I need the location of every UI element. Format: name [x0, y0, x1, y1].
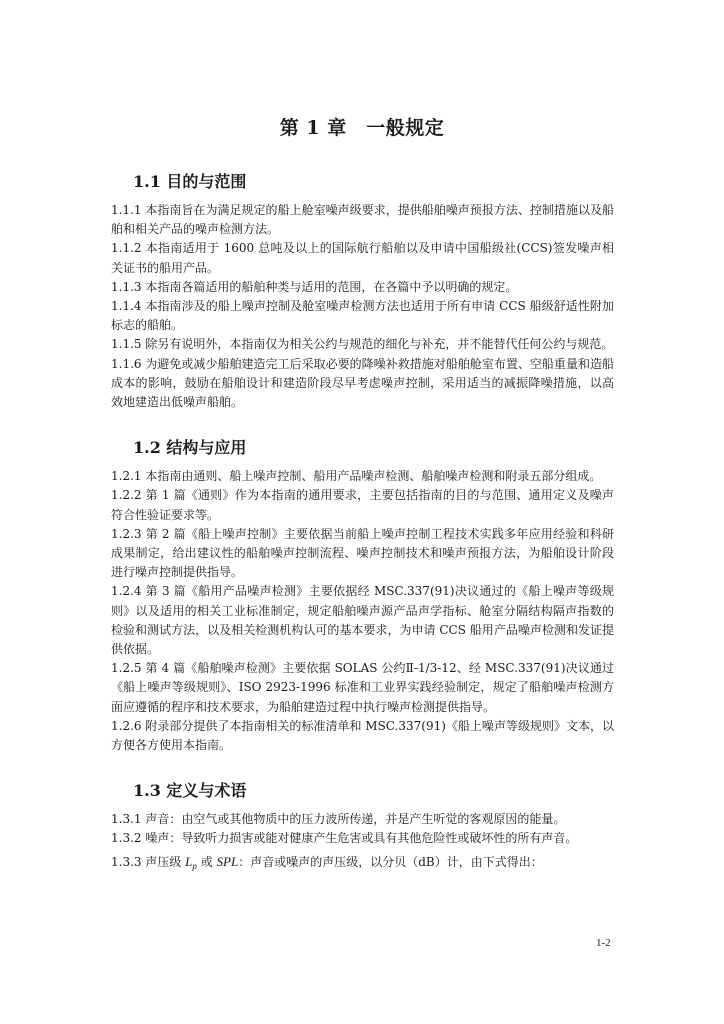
section-purpose-scope — [111, 170, 614, 412]
paragraph-1-2-5: 1.2.5 第 4 篇《船舶噪声检测》主要依据 SOLAS 公约Ⅱ-1/3-12、经 MSC.337(91)决议通过《船上噪声等级规则》、ISO 2923-1996 标准和工业界实践经验制定，规定了船舶噪声检测方面应遵循的程序和技术要求，为船舶建造过程中执行噪声检测提供指导。 — [111, 661, 614, 714]
page-number: 1-2 — [596, 937, 611, 949]
paragraph-1-2-6: 1.2.6 附录部分提供了本指南相关的标准清单和 MSC.337(91)《船上噪声等级规则》文本，以方便各方使用本指南。 — [111, 718, 614, 753]
section-definitions-terms — [111, 779, 614, 876]
symbol-subscript-p: p — [192, 860, 197, 871]
formula-suffix: ：声音或噪声的声压级，以分贝（dB）计，由下式得出： — [238, 854, 543, 869]
paragraph-1-1-1: 1.1.1 本指南旨在为满足规定的船上舱室噪声级要求，提供船舶噪声预报方法、控制措施以及船舶和相关产品的噪声检测方法。 — [111, 203, 614, 237]
paragraph-1-2-1: 1.2.1 本指南由通则、船上噪声控制、船用产品噪声检测、船舶噪声检测和附录五部分组成。 — [111, 469, 602, 484]
paragraph-1-1-5: 1.1.5 除另有说明外，本指南仅为相关公约与规范的细化与补充，并不能替代任何公约与规范。 — [111, 337, 614, 352]
section-heading: 1.1 目的与范围 — [133, 172, 247, 191]
formula-middle: 或 — [196, 854, 217, 869]
paragraph-1-2-4: 1.2.4 第 3 篇《船用产品噪声检测》主要依据经 MSC.337(91)决议通过的《船上噪声等级规则》以及适用的相关工业标准制定，规定船舶噪声源产品声学指标、舱室分隔结构隔声指数的检验和测试方法，以及相关检测机构认可的基本要求，为申请 CCS 船用产品噪声检测和发证提供依据。 — [111, 584, 614, 657]
section-heading: 1.2 结构与应用 — [133, 438, 247, 458]
symbol-l: L — [185, 853, 193, 869]
section-structure-application — [111, 436, 614, 755]
paragraph-1-2-3: 1.2.3 第 2 篇《船上噪声控制》主要依据当前船上噪声控制工程技术实践多年应用经验和科研成果制定，给出建议性的船舶噪声控制流程、噪声控制技术和噪声预报方法，为船舶设计阶段进行噪声控制提供指导。 — [111, 526, 614, 580]
paragraph-1-2-2: 1.2.2 第 1 篇《通则》作为本指南的通用要求，主要包括指南的目的与范围、通用定义及噪声符合性验证要求等。 — [111, 488, 614, 522]
formula-prefix: 1.3.3 声压级 — [111, 854, 186, 869]
paragraph-1-1-2: 1.1.2 本指南适用于 1600 总吨及以上的国际航行船舶以及申请中国船级社(CCS)签发噪声相关证书的船用产品。 — [111, 241, 614, 275]
paragraph-1-1-6: 1.1.6 为避免或减少船舶建造完工后采取必要的降噪补救措施对船舶舱室布置、空船重量和造船成本的影响，鼓励在船舶设计和建造阶段尽早考虑噪声控制，采用适当的减振降噪措施，以高效地建造出低噪声船舶。 — [111, 356, 614, 410]
symbol-spl: SPL — [216, 853, 239, 869]
paragraph-1-3-3 — [111, 851, 614, 877]
paragraph-1-3-2: 1.3.2 噪声：导致听力损害或能对健康产生危害或具有其他危险性或破坏性的所有声音。 — [111, 831, 578, 846]
section-heading: 1.3 定义与术语 — [133, 781, 247, 801]
paragraph-1-1-4: 1.1.4 本指南涉及的船上噪声控制及舱室噪声检测方法也适用于所有申请 CCS 船级舒适性附加标志的船舶。 — [111, 299, 614, 333]
paragraph-1-3-1: 1.3.1 声音：由空气或其他物质中的压力波所传递，并是产生听觉的客观原因的能量。 — [111, 812, 566, 827]
chapter-title: 第 1 章 一般规定 — [279, 117, 445, 139]
paragraph-1-1-3: 1.1.3 本指南各篇适用的船舶种类与适用的范围，在各篇中予以明确的规定。 — [111, 279, 518, 294]
page-content — [111, 170, 614, 877]
